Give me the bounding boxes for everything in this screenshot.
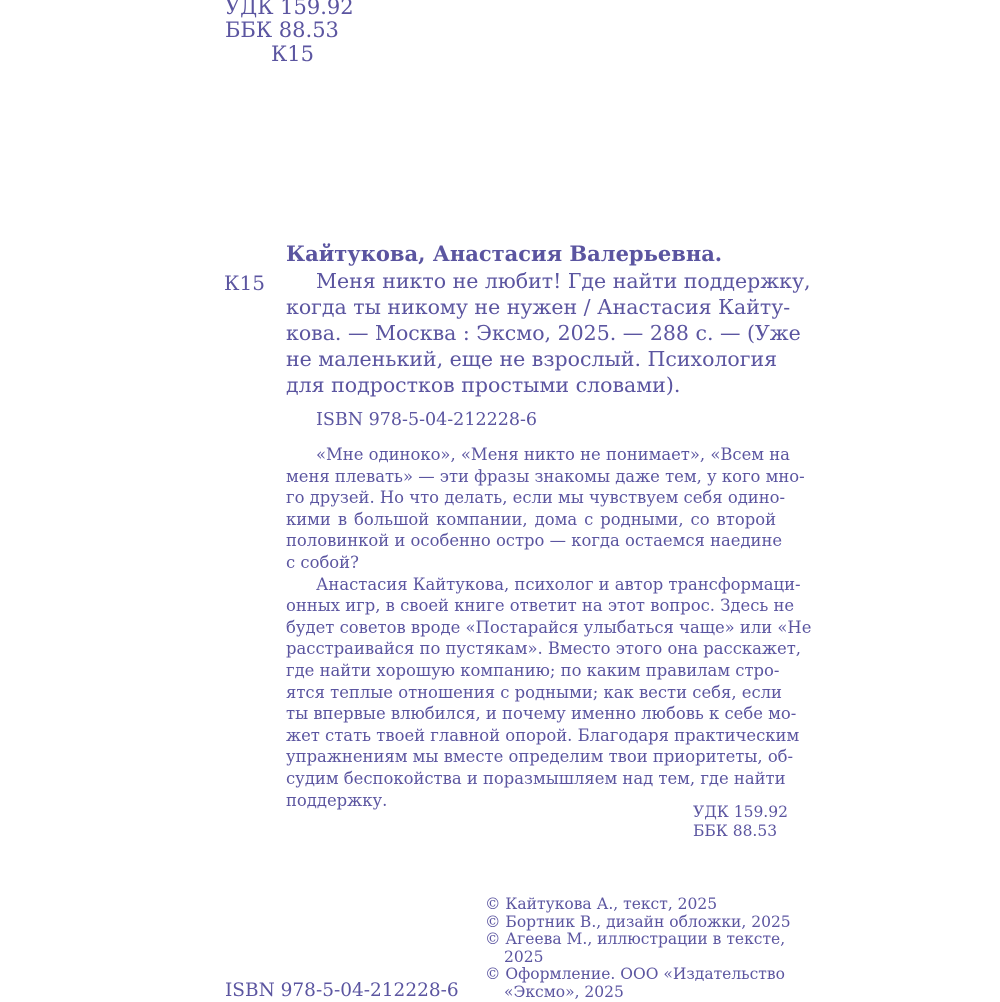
annotation-line: с собой? — [286, 552, 359, 572]
annotation-line: поддержку. — [286, 790, 388, 810]
annotation-line: упражнениям мы вместе определим твои приоритеты, об- — [286, 747, 794, 767]
copyright-line: © Бортник В., дизайн обложки, 2025 — [485, 912, 791, 931]
copyright-block — [485, 895, 791, 1002]
record-line: кова. — Москва : Эксмо, 2025. — 288 с. — (Уже — [286, 321, 801, 345]
annotation-line: где найти хорошую компанию; по каким правилам стро- — [286, 660, 780, 680]
record-line: не маленький, еще не взрослый. Психология — [286, 347, 778, 371]
copyright-line: 2025 — [504, 947, 544, 966]
isbn-bottom: ISBN 978-5-04-212228-6 — [225, 980, 459, 1001]
record-author: Кайтукова, Анастасия Валерьевна. — [286, 241, 723, 266]
annotation-line: Анастасия Кайтукова, психолог и автор трансформаци- — [316, 574, 801, 594]
annotation-line: будет советов вроде «Постарайся улыбаться чаще» или «Не — [286, 617, 812, 637]
annotation-line: го друзей. Но что делать, если мы чувствуем себя одино- — [286, 488, 786, 508]
annotation-line: жет стать твоей главной опорой. Благодаря практическим — [286, 725, 800, 745]
annotation-line: расстраивайся по пустякам». Вместо этого она расскажет, — [286, 639, 801, 659]
record-description — [286, 268, 811, 398]
udk-code-right: УДК 159.92 — [693, 803, 788, 821]
annotation-text — [286, 444, 812, 811]
annotation-line: кими в большой компании, дома с родными, со второй — [286, 509, 776, 529]
annotation-line: судим беспокойства и поразмышляем над тем, где найти — [286, 768, 786, 788]
record-line: Меня никто не любит! Где найти поддержку, — [316, 269, 811, 293]
copyright-line: © Оформление. ООО «Издательство — [485, 965, 785, 984]
copyright-line: © Агеева М., иллюстрации в тексте, — [485, 930, 786, 949]
copyright-line: «Эксмо», 2025 — [504, 982, 624, 1001]
bbk-code-top: ББК 88.53 — [225, 18, 339, 42]
record-author-mark: К15 — [224, 271, 265, 295]
annotation-line: ты впервые влюбился, и почему именно любовь к себе мо- — [286, 704, 797, 724]
bbk-code-right: ББК 88.53 — [693, 822, 778, 840]
record-line: когда ты никому не нужен / Анастасия Кайту- — [286, 295, 791, 319]
annotation-line: половинкой и особенно остро — когда остаемся наедине — [286, 531, 783, 551]
annotation-line: ятся теплые отношения с родными; как вести себя, если — [286, 682, 782, 702]
annotation-line: меня плевать» — эти фразы знакомы даже тем, у кого мно- — [286, 466, 805, 486]
annotation-line: онных игр, в своей книге ответит на этот вопрос. Здесь не — [286, 596, 795, 616]
annotation-line: «Мне одиноко», «Меня никто не понимает», «Всем на — [316, 445, 790, 464]
record-line: для подростков простыми словами). — [286, 373, 681, 397]
author-mark-top: К15 — [271, 42, 314, 66]
record-isbn: ISBN 978-5-04-212228-6 — [316, 410, 538, 430]
udk-code-top: УДК 159.92 — [225, 0, 354, 19]
copyright-line: © Кайтукова А., текст, 2025 — [485, 895, 718, 913]
